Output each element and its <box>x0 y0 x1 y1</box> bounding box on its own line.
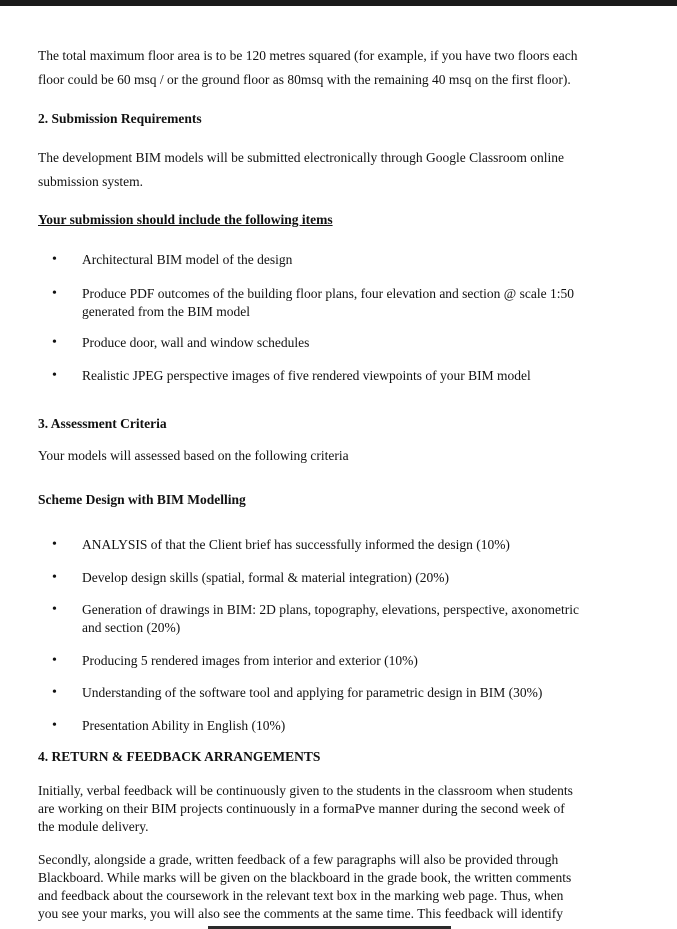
text-line: Generation of drawings in BIM: 2D plans, topography, elevations, perspective, axonometric <box>82 602 579 617</box>
bullet-icon: • <box>52 368 57 383</box>
text-line: Produce PDF outcomes of the building floor plans, four elevation and section @ scale 1:50 <box>82 286 574 301</box>
bullet-icon: • <box>52 653 57 668</box>
bullet-icon: • <box>52 335 57 350</box>
section-3-heading: 3. Assessment Criteria <box>38 416 167 431</box>
scheme-design-heading: Scheme Design with BIM Modelling <box>38 492 246 507</box>
text-line: Develop design skills (spatial, formal & material integration) (20%) <box>82 570 450 585</box>
text-line: and section (20%) <box>82 620 181 635</box>
criteria-item <box>82 652 642 670</box>
text-line: you see your marks, you will also see the comments at the same time. This feedback will identify <box>38 906 563 921</box>
text-line: are working on their BIM projects continuously in a formaPve manner during the second week of <box>38 801 565 816</box>
criteria-item <box>82 601 642 637</box>
text-line: generated from the BIM model <box>82 304 250 319</box>
text-line: Secondly, alongside a grade, written feedback of a few paragraphs will also be provided through <box>38 852 559 867</box>
bullet-icon: • <box>52 537 57 552</box>
text-line: Architectural BIM model of the design <box>82 252 293 267</box>
criteria-item <box>82 536 642 554</box>
text-line: Blackboard. While marks will be given on the blackboard in the grade book, the written comments <box>38 870 572 885</box>
bullet-icon: • <box>52 286 57 301</box>
criteria-item <box>82 717 642 735</box>
section-4-paragraph-2 <box>38 851 638 923</box>
section-3-paragraph: Your models will assessed based on the following criteria <box>38 448 349 463</box>
text-line: floor could be 60 msq / or the ground floor as 80msq with the remaining 40 msq on the first floor). <box>38 72 571 87</box>
bullet-icon: • <box>52 252 57 267</box>
submission-item <box>82 334 642 352</box>
section-4-paragraph-1 <box>38 782 638 836</box>
text-line: Produce door, wall and window schedules <box>82 335 310 350</box>
submission-item <box>82 251 642 269</box>
bullet-icon: • <box>52 570 57 585</box>
text-line: The total maximum floor area is to be 120 metres squared (for example, if you have two floors each <box>38 48 578 63</box>
top-edge-bar <box>0 0 677 6</box>
text-line: The development BIM models will be submitted electronically through Google Classroom online <box>38 150 565 165</box>
text-line: Understanding of the software tool and applying for parametric design in BIM (30%) <box>82 685 543 700</box>
section-2-heading: 2. Submission Requirements <box>38 111 202 126</box>
text-line: Initially, verbal feedback will be continuously given to the students in the classroom when students <box>38 783 573 798</box>
bullet-icon: • <box>52 718 57 733</box>
text-line: and feedback about the coursework in the relevant text box in the marking web page. Thus, when <box>38 888 564 903</box>
section-4-heading: 4. RETURN & FEEDBACK ARRANGEMENTS <box>38 749 321 764</box>
bullet-icon: • <box>52 602 57 617</box>
submission-items-heading: Your submission should include the following items <box>38 212 333 227</box>
section-2-paragraph <box>38 146 638 194</box>
text-line: the module delivery. <box>38 819 149 834</box>
text-line: ANALYSIS of that the Client brief has successfully informed the design (10%) <box>82 537 510 552</box>
criteria-item <box>82 569 642 587</box>
text-line: Realistic JPEG perspective images of five rendered viewpoints of your BIM model <box>82 368 531 383</box>
text-line: submission system. <box>38 174 144 189</box>
text-line: Producing 5 rendered images from interior and exterior (10%) <box>82 653 418 668</box>
submission-item <box>82 367 642 385</box>
bullet-icon: • <box>52 685 57 700</box>
intro-paragraph <box>38 44 638 92</box>
submission-item <box>82 285 642 321</box>
criteria-item <box>82 684 642 702</box>
text-line: Presentation Ability in English (10%) <box>82 718 286 733</box>
